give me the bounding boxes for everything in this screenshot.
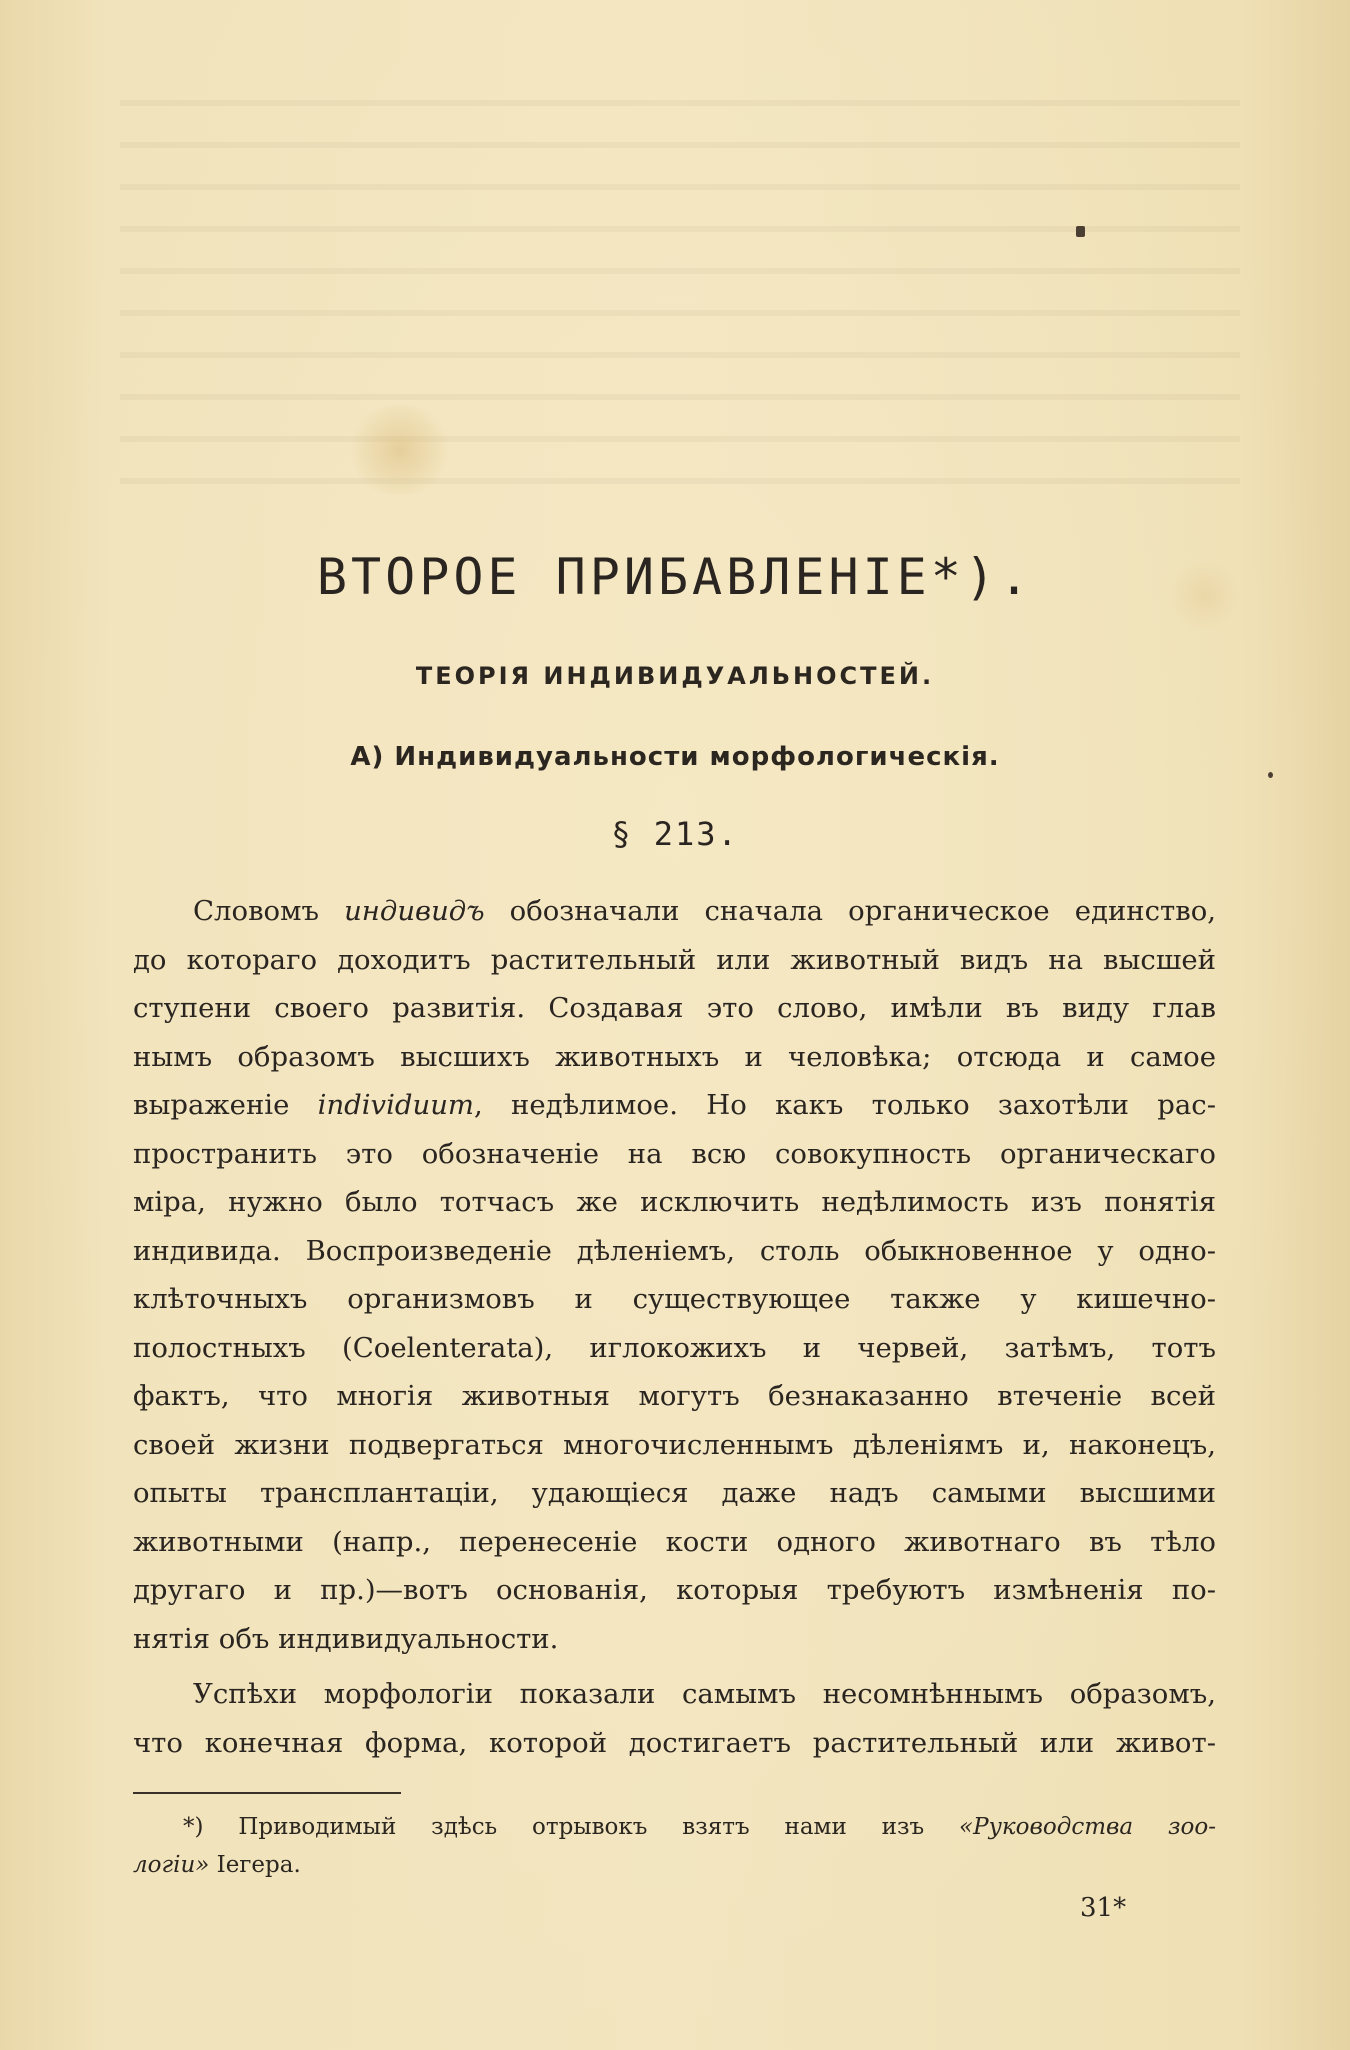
ink-speck (1268, 772, 1273, 778)
section-heading: A) Индивидуальности морфологическія. (350, 742, 1000, 772)
footnote-rule (133, 1792, 401, 1794)
text-line: клѣточныхъ организмовъ и существующее также у кишечно- (133, 1283, 1216, 1315)
text-line: выраженіе individuum, недѣлимое. Но какъ только захотѣли рас- (133, 1089, 1216, 1121)
paper-stain (345, 405, 455, 495)
text-line: своей жизни подвергаться многочисленнымъ дѣленіямъ и, наконецъ, (133, 1428, 1216, 1461)
text-line: что конечная форма, которой достигаетъ растительный или живот- (133, 1726, 1216, 1759)
text-line: опыты трансплантаціи, удающіеся даже надъ самыми высшими (133, 1477, 1216, 1509)
text-line: Успѣхи морфологіи показали самымъ несомнѣннымъ образомъ, (193, 1678, 1216, 1710)
subtitle: ТЕОРІЯ ИНДИВИДУАЛЬНОСТЕЙ. (415, 662, 935, 690)
text-line: до котораго доходитъ растительный или животный видъ на высшей (133, 943, 1216, 976)
page-number: 31* (1080, 1893, 1127, 1923)
ink-speck (1076, 226, 1085, 237)
bleed-through-text (120, 100, 1240, 520)
text-line: животными (напр., перенесеніе кости одного животнаго въ тѣло (133, 1525, 1216, 1558)
footnote-line: логіи» Іегера. (133, 1852, 301, 1878)
paragraph-number: § 213. (611, 815, 739, 853)
text-line: фактъ, что многія животныя могутъ безнаказанно втеченіе всей (133, 1380, 1216, 1412)
footnote-line: *) Приводимый здѣсь отрывокъ взятъ нами изъ «Руководства зоо- (183, 1814, 1216, 1840)
text-line: пространить это обозначеніе на всю совокупность органическаго (133, 1137, 1216, 1170)
text-line: Словомъ индивидъ обозначали сначала органическое единство, (193, 895, 1216, 927)
paragraph-2 (133, 1670, 1216, 1767)
text-line: индивида. Воспроизведеніе дѣленіемъ, столь обыкновенное у одно- (133, 1234, 1216, 1267)
text-line: ступени своего развитія. Создавая это слово, имѣли въ виду глав (133, 992, 1216, 1024)
text-line: нятія объ индивидуальности. (133, 1622, 559, 1655)
main-title: ВТОРОЕ ПРИБАВЛЕНІЕ*). (316, 548, 1034, 606)
paragraph-1 (133, 887, 1216, 1663)
footnote (133, 1808, 1216, 1884)
text-line: полостныхъ (Coelenterata), иглокожихъ и червей, затѣмъ, тотъ (133, 1331, 1216, 1364)
text-line: другаго и пр.)—вотъ основанія, которыя требуютъ измѣненія по- (133, 1574, 1216, 1606)
text-line: міра, нужно было тотчасъ же исключить недѣлимость изъ понятія (133, 1186, 1216, 1218)
text-line: нымъ образомъ высшихъ животныхъ и человѣка; отсюда и самое (133, 1040, 1216, 1073)
